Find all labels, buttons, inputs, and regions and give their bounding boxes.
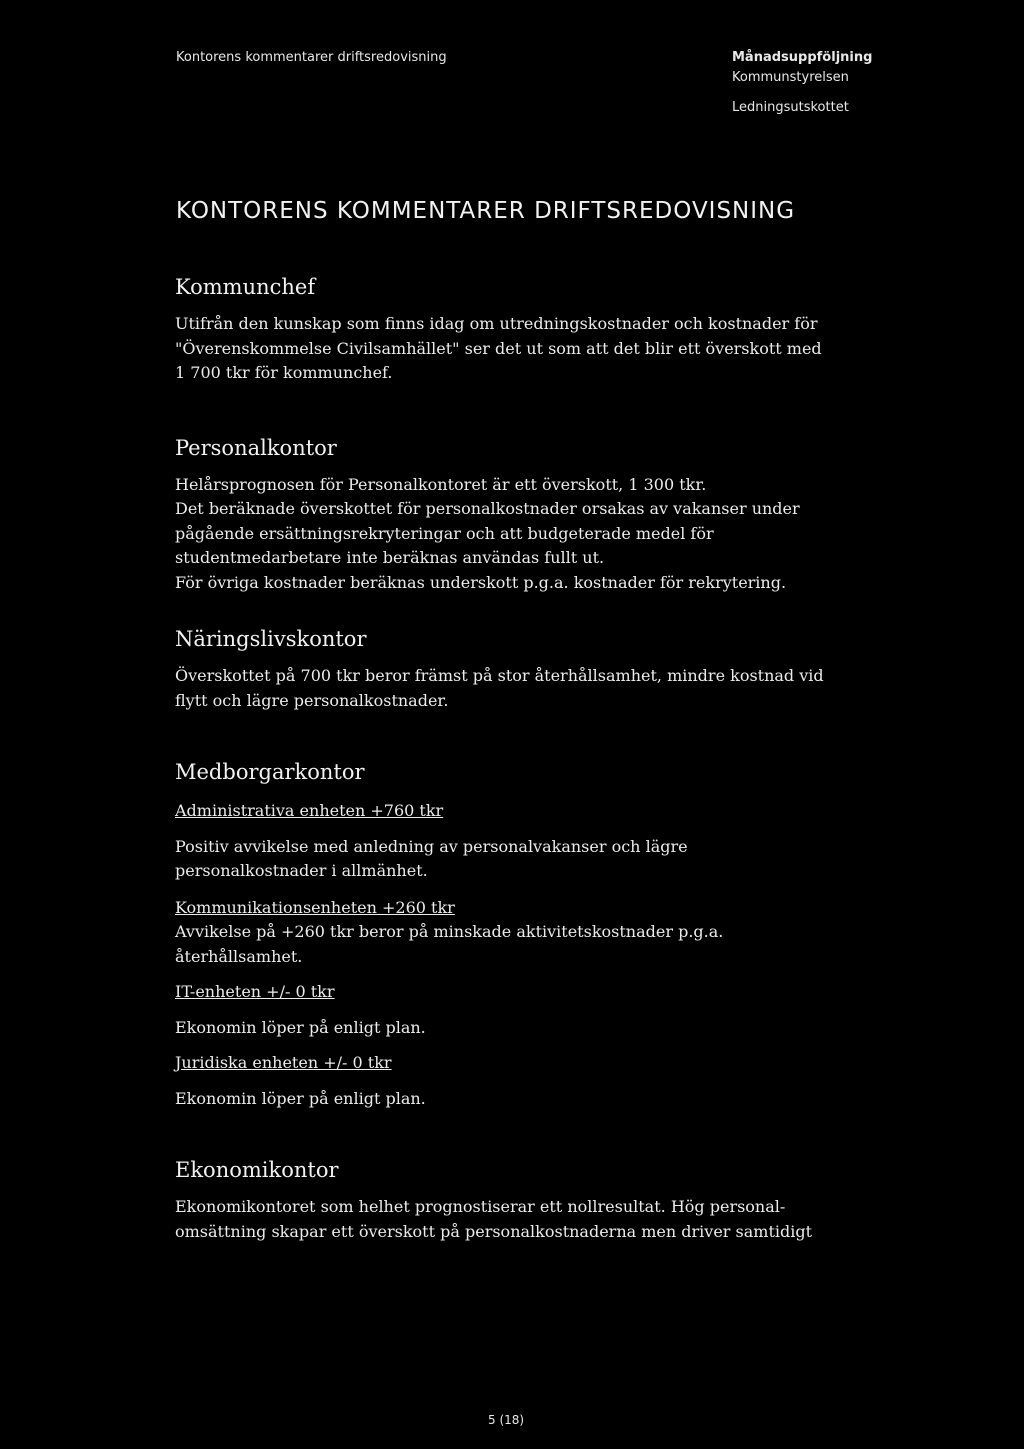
heading-personalkontor: Personalkontor	[175, 435, 337, 460]
text-it: Ekonomin löper på enligt plan.	[175, 1017, 426, 1037]
text-administrativa: Positiv avvikelse med anledning av personalvakanser och lägre personalkostnader i allmänhet.	[175, 836, 688, 880]
text-personal-3: För övriga kostnader beräknas underskott p.g.a. kostnader för rekrytering.	[175, 572, 787, 592]
subheading-it: IT-enheten +/- 0 tkr	[175, 982, 335, 1001]
text-personal-1: Helårsprognosen för Personalkontoret är ett överskott, 1 300 tkr.	[175, 474, 707, 494]
subheading-juridiska: Juridiska enheten +/- 0 tkr	[175, 1053, 392, 1072]
header-right-block	[732, 50, 872, 116]
page-number: 5 (18)	[488, 1413, 525, 1427]
header-report-title: Månadsuppföljning	[732, 50, 873, 65]
heading-ekonomikontor: Ekonomikontor	[175, 1158, 339, 1182]
document-body	[175, 270, 835, 1244]
header-left-title: Kontorens kommentarer driftsredovisning	[176, 50, 447, 65]
text-naringsliv: Överskottet på 700 tkr beror främst på stor återhållsamhet, mindre kostnad vid flytt och lägre personalkostnader.	[175, 666, 824, 710]
subheading-kommunikation: Kommunikationsenheten +260 tkr	[175, 897, 455, 917]
header-committee: Ledningsutskottet	[732, 100, 849, 115]
header-organization: Kommunstyrelsen	[732, 70, 849, 85]
text-kommunikation: Avvikelse på +260 tkr beror på minskade aktivitetskostnader p.g.a. återhållsamhet.	[175, 922, 724, 966]
text-kommunchef: Utifrån den kunskap som finns idag om utredningskostnader och kostnader för "Överenskommelse Civilsamhället" ser det ut som att det blir ett överskott med 1 700 tkr för kommunchef.	[175, 314, 822, 382]
heading-naringslivskontor: Näringslivskontor	[175, 627, 367, 651]
subheading-administrativa: Administrativa enheten +760 tkr	[175, 801, 444, 820]
document-title: KONTORENS KOMMENTARER DRIFTSREDOVISNING	[176, 198, 796, 224]
text-juridiska: Ekonomin löper på enligt plan.	[175, 1088, 426, 1108]
heading-kommunchef: Kommunchef	[175, 275, 316, 299]
text-personal-2: Det beräknade överskottet för personalkostnader orsakas av vakanser under pågående ersättningsrekryteringar och att budgeterade medel för studentmedarbetare inte beräknas användas fullt ut.	[175, 499, 800, 567]
heading-medborgarkontor: Medborgarkontor	[175, 760, 365, 784]
text-ekonomi: Ekonomikontoret som helhet prognostiserar ett nollresultat. Hög personal- omsättning skapar ett överskott på personalkostnaderna men driver samtidigt	[175, 1197, 813, 1241]
